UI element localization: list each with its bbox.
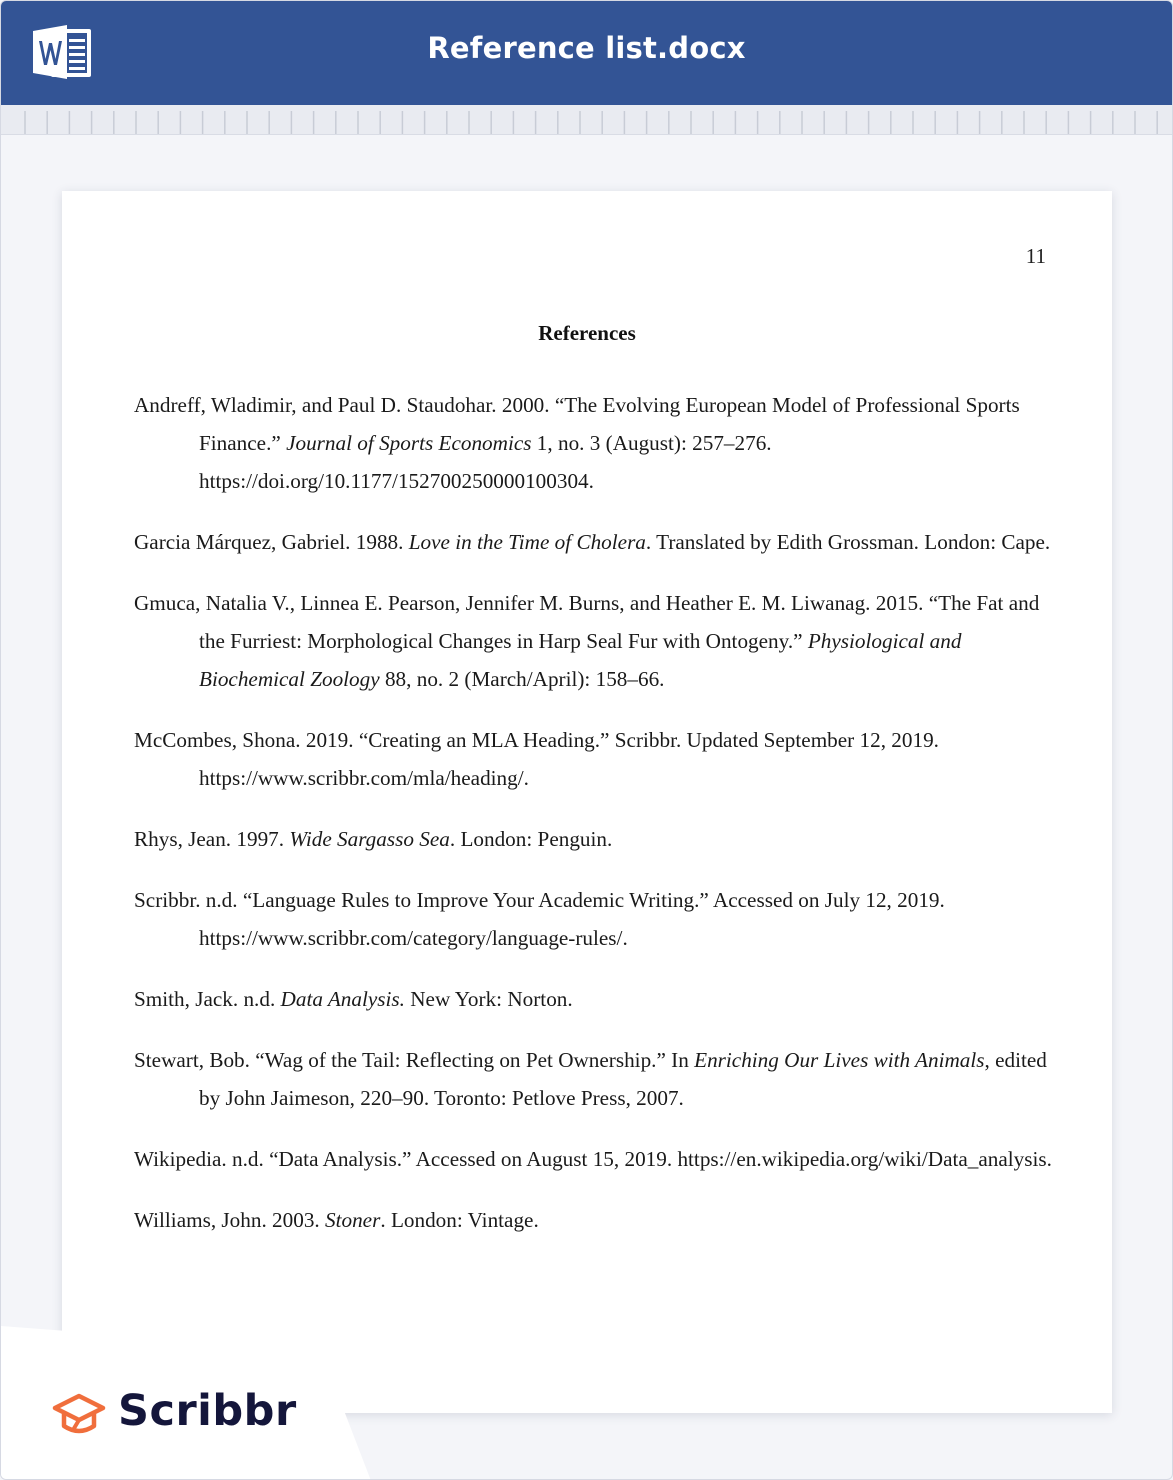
page-number: 11 bbox=[1025, 244, 1046, 268]
reference-text: Scribbr. n.d. “Language Rules to Improve Your Academic Writing.” Accessed on July 12, 2019. https://www.scribbr.com/category/language-rules/. bbox=[134, 888, 945, 950]
reference-entry bbox=[134, 1201, 1064, 1239]
scribbr-logo-text: Scribbr bbox=[118, 1386, 297, 1436]
title-bar bbox=[1, 1, 1172, 105]
ruler-ticks bbox=[1, 105, 1172, 134]
graduation-cap-icon bbox=[51, 1390, 107, 1440]
reference-text: 88, no. 2 (March/April): 158–66. bbox=[379, 667, 665, 691]
reference-entry bbox=[134, 820, 1064, 858]
reference-text: , edited by John Jaimeson, 220–90. Toronto: Petlove Press, 2007. bbox=[199, 1048, 1047, 1110]
reference-entry bbox=[134, 1140, 1064, 1178]
reference-text: Stewart, Bob. “Wag of the Tail: Reflecting on Pet Ownership.” In bbox=[134, 1048, 695, 1072]
reference-text: . London: Vintage. bbox=[380, 1208, 539, 1232]
reference-entry bbox=[134, 1041, 1064, 1117]
reference-text: Garcia Márquez, Gabriel. 1988. bbox=[134, 530, 409, 554]
reference-text: . Translated by Edith Grossman. London: Cape. bbox=[645, 530, 1051, 554]
reference-entry bbox=[134, 721, 1064, 797]
reference-entry bbox=[134, 584, 1064, 698]
reference-title-italic: Wide Sargasso Sea bbox=[289, 827, 450, 851]
document-page[interactable] bbox=[62, 191, 1112, 1413]
reference-entry bbox=[134, 980, 1064, 1018]
reference-title-italic: Physiological and Biochemical Zoology bbox=[199, 629, 962, 691]
reference-title-italic: Journal of Sports Economics bbox=[286, 431, 532, 455]
reference-text: Williams, John. 2003. bbox=[134, 1208, 326, 1232]
reference-entry bbox=[134, 386, 1064, 500]
document-title: Reference list.docx bbox=[427, 31, 746, 65]
reference-list bbox=[134, 386, 1064, 1262]
reference-text: Andreff, Wladimir, and Paul D. Staudohar. 2000. “The Evolving European Model of Professional Sports Finance.” bbox=[134, 393, 1020, 455]
reference-text: Smith, Jack. n.d. bbox=[134, 987, 281, 1011]
reference-entry bbox=[134, 881, 1064, 957]
reference-title-italic: Enriching Our Lives with Animals bbox=[694, 1048, 985, 1072]
reference-title-italic: Stoner bbox=[325, 1208, 381, 1232]
reference-text: 1, no. 3 (August): 257–276. https://doi.org/10.1177/152700250000100304. bbox=[199, 431, 772, 493]
reference-text: New York: Norton. bbox=[404, 987, 573, 1011]
reference-title-italic: Love in the Time of Cholera bbox=[408, 530, 646, 554]
reference-text: Rhys, Jean. 1997. bbox=[134, 827, 290, 851]
reference-text: Gmuca, Natalia V., Linnea E. Pearson, Jennifer M. Burns, and Heather E. M. Liwanag. 2015. “The Fat and the Furriest: Morphological Changes in Harp Seal Fur with Ontogeny.” bbox=[134, 591, 1040, 653]
reference-entry bbox=[134, 523, 1064, 561]
references-heading: References bbox=[538, 321, 636, 345]
reference-text: . London: Penguin. bbox=[449, 827, 613, 851]
ruler[interactable] bbox=[1, 105, 1172, 135]
reference-text: Wikipedia. n.d. “Data Analysis.” Accessed on August 15, 2019. https://en.wikipedia.org/wiki/Data_analysis. bbox=[134, 1147, 1052, 1171]
reference-text: McCombes, Shona. 2019. “Creating an MLA Heading.” Scribbr. Updated September 12, 2019. https://www.scribbr.com/mla/heading/. bbox=[134, 728, 939, 790]
reference-title-italic: Data Analysis. bbox=[280, 987, 405, 1011]
